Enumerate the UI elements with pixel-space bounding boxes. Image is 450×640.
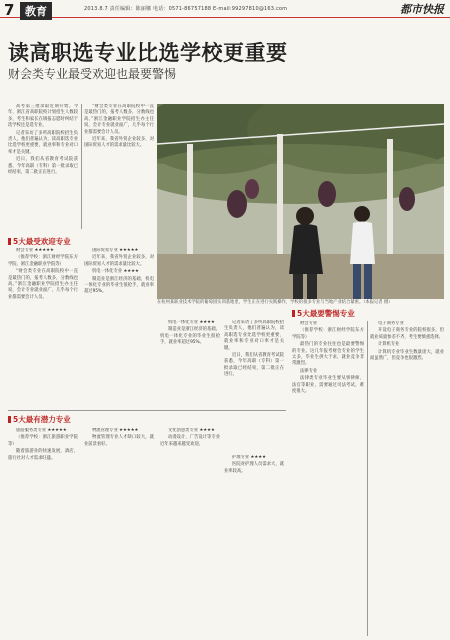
potential-item: 文化创意类专业 ★★★★: [168, 428, 215, 433]
popular-column-1: [8, 248, 78, 413]
popular-item: “财会类专业在高职院校中一直是最热门的，报考人数多，分数线也高。”浙江金融职业学院招生办主任说，会计专业就业面广，几乎每个行业都需要会计人员。: [8, 269, 78, 300]
vineyard-illustration: [157, 104, 444, 299]
alert-item: 计算机专业毕业生数量庞大，就业面虽然广，但竞争也很激烈。: [370, 349, 444, 362]
alert-item: 开设电子商务专业的院校很多，但就业质量参差不齐，考生要慎重选择。: [370, 328, 444, 340]
popular-item: 财会专业 ★★★★★: [16, 248, 54, 253]
vineyard-photo: [157, 104, 444, 299]
intro-paragraph: 近日，我们从省教育考试院获悉，今年高职（专科）第一批录取已经结束，第二批正在进行。: [224, 353, 284, 378]
alert-item: 法律类专业毕业生要从事律师、法官等职业，需要通过司法考试，难度很大。: [292, 376, 364, 395]
potential-item: 护理专业 ★★★★: [232, 455, 266, 460]
potential-item: （推荐学校：浙江旅游职业学院等）: [8, 435, 78, 447]
potential-item: 旅游服务类专业 ★★★★★: [16, 428, 67, 433]
masthead-logo: 都市快报: [400, 3, 444, 16]
popular-item: 近年来，我省外贸企业较多，对国际贸易人才的需求量比较大。: [84, 137, 154, 149]
section-label: 教育: [20, 2, 52, 20]
popular-item: 国际贸易专业 ★★★★★: [92, 248, 139, 253]
potential-column-2: [84, 428, 154, 636]
popular-item: 近年来，我省外贸企业较多，对国际贸易人才的需求量比较大。: [84, 255, 154, 267]
popular-column-2: [84, 248, 154, 413]
potential-item: 随着旅游业的快速发展，酒店、旅行社对人才需求旺盛。: [8, 449, 78, 461]
middle-column-1: [160, 320, 220, 405]
popular-item: 制造业是浙江经济的基础，机电一体化专业的毕业生很抢手，就业率超过95%。: [84, 276, 154, 295]
header-meta: 2013.8.7 责任编辑：陈丽娜 电话：0571-86757188 E-mail:99297810@163.com: [84, 6, 288, 12]
alert-column-1: [292, 321, 364, 636]
section-title-popular: 5大最受欢迎专业: [8, 236, 71, 247]
potential-item: 医院对护理人员需求大，就业率较高。: [224, 462, 284, 474]
potential-item: 动漫设计、广告设计等专业近年来越来越受欢迎。: [160, 435, 220, 447]
section-divider: [8, 410, 286, 411]
page-header: [0, 0, 450, 18]
potential-column-1: [8, 428, 78, 636]
column-divider: [367, 321, 368, 636]
potential-item: 物流管理专业 ★★★★★: [92, 428, 139, 433]
headline: 读高职选专业比选学校更重要: [8, 41, 288, 65]
alert-item: 最热门的专业往往也是最要警惕的专业。这几年报考财会专业的学生太多，毕业生供大于求，就业竞争非常激烈。: [292, 342, 364, 367]
section-bar-icon: [8, 238, 11, 245]
intro-column: [8, 104, 78, 229]
alert-column-2: [370, 321, 444, 636]
potential-column-3: [160, 428, 220, 636]
middle-column-2: [224, 320, 284, 450]
popular-item: “财会类专业在高职院校中一直是最热门的，报考人数多，分数线也高。”浙江金融职业学院招生办主任说，会计专业就业面广，几乎每个行业都需要会计人员。: [84, 104, 154, 135]
alert-item: 财会专业: [300, 321, 318, 326]
alert-item: 法律专业: [300, 368, 318, 374]
popular-item: 制造业是浙江经济的基础，机电一体化专业的毕业生很抢手，就业率超过95%。: [160, 327, 220, 346]
intro-paragraph: 记者采访了多所高职院校招生负责人，他们普遍认为，读高职选专业比选学校更重要，就业率和专业对口率才是关键。: [8, 130, 78, 155]
popular-item: （推荐学校：浙江财经学院东方学院、浙江金融职业学院等）: [8, 255, 78, 267]
intro-column-2: [84, 104, 154, 229]
intro-paragraph: 高考第三批录取近期开始。今年，浙江省高职院校计划招生人数较多，考生和家长在填报志愿时纠结于选学校还是选专业。: [8, 104, 78, 129]
intro-paragraph: 近日，我们从省教育考试院获悉，今年高职（专科）第一批录取已经结束，第二批正在进行。: [8, 157, 78, 176]
page-number: 7: [4, 1, 15, 19]
alert-item: 电子商务专业: [378, 321, 404, 326]
photo-caption: 在杭州某职业技术学院的葡萄园实训基地里，学生正在进行实践操作，学校的很多专业与当地产业结合紧密。（本报记者 摄）: [157, 300, 393, 305]
section-title-alert: 5大最要警惕专业: [292, 308, 355, 319]
potential-item: 物流管理专业人才缺口较大，就业前景看好。: [84, 435, 154, 447]
potential-column-4: [224, 455, 284, 636]
popular-item: 机电一体化专业 ★★★★: [168, 320, 215, 325]
popular-item: 机电一体化专业 ★★★★: [92, 269, 139, 275]
section-title-potential: 5大最有潜力专业: [8, 414, 71, 425]
alert-item: 计算机专业: [378, 342, 400, 348]
section-bar-icon: [292, 310, 295, 317]
alert-item: （推荐学校：浙江财经学院东方学院等）: [292, 328, 364, 340]
section-bar-icon: [8, 416, 11, 423]
subheadline: 财会类专业最受欢迎也最要警惕: [8, 67, 177, 81]
column-divider: [81, 104, 82, 229]
intro-paragraph: 记者采访了多所高职院校招生负责人，他们普遍认为，读高职选专业比选学校更重要，就业率和专业对口率才是关键。: [224, 320, 284, 351]
